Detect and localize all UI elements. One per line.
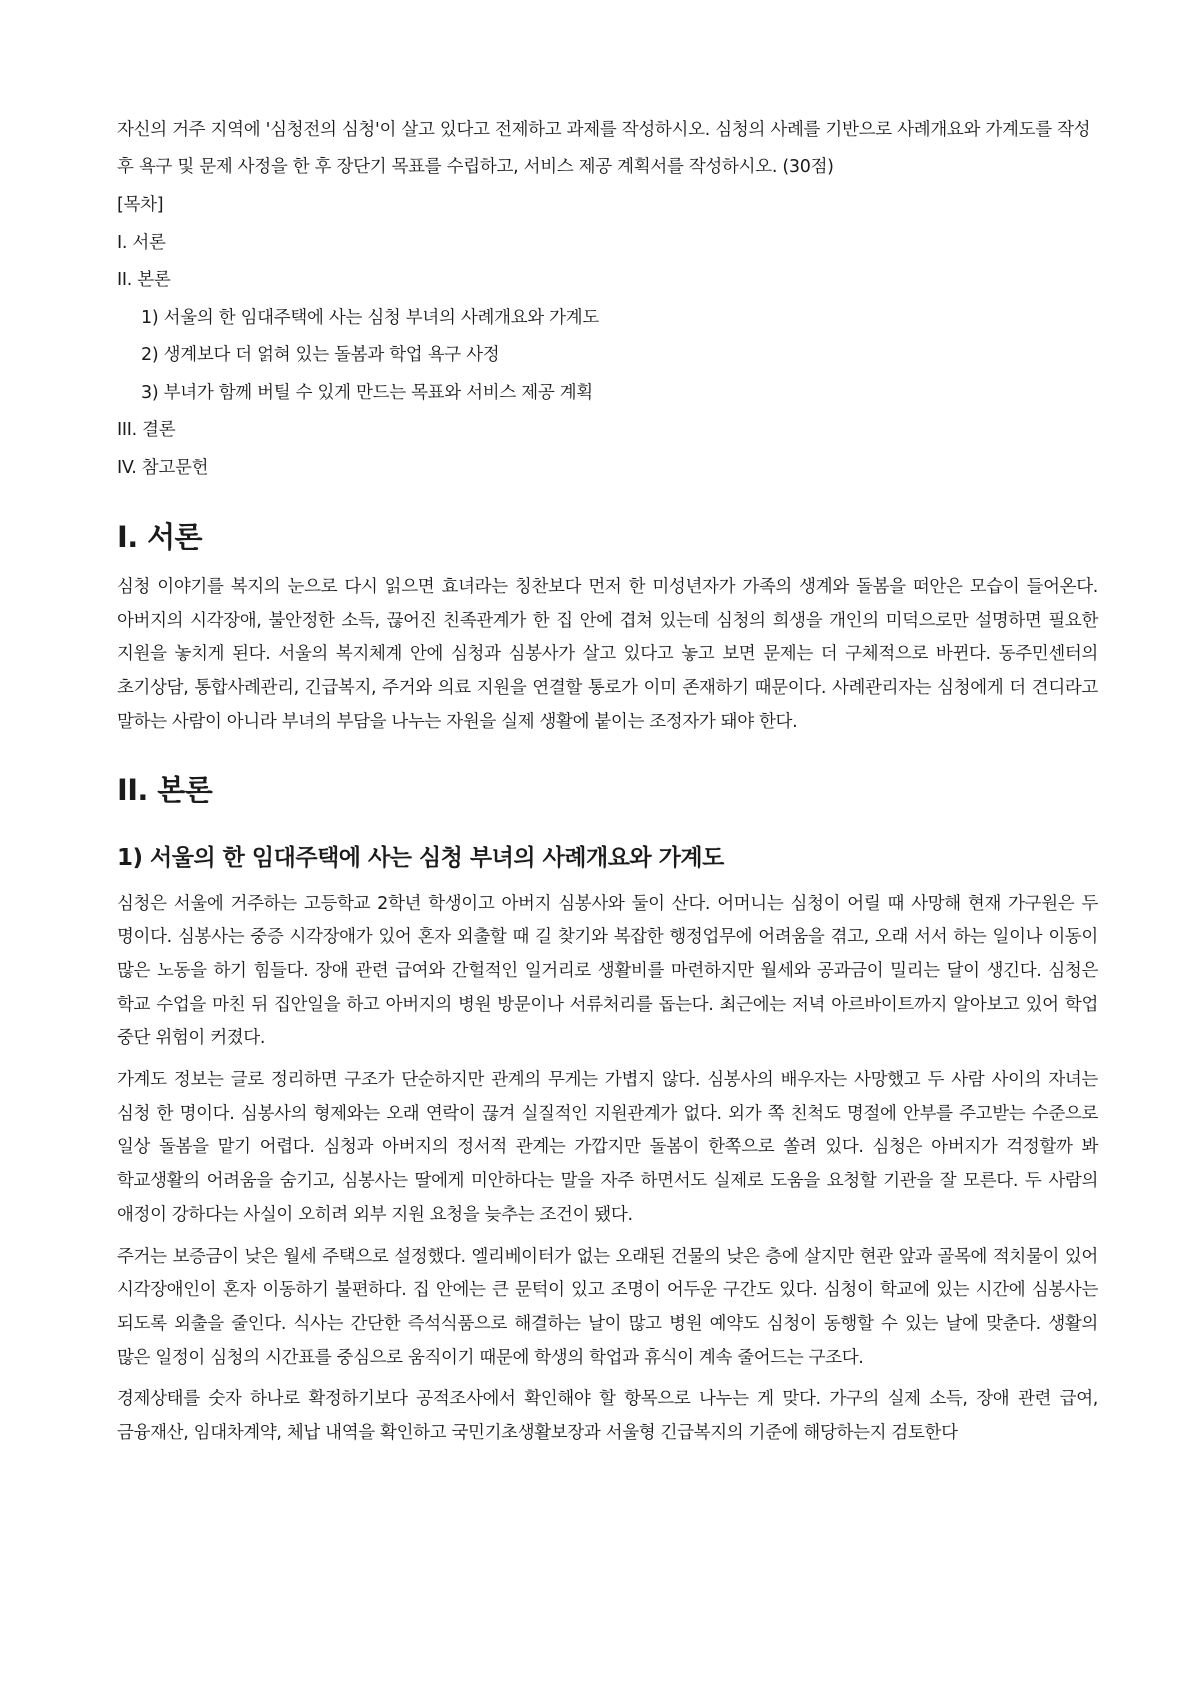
case-overview-paragraph-4: 경제상태를 숫자 하나로 확정하기보다 공적조사에서 확인해야 할 항목으로 나누는 게 맞다. 가구의 실제 소득, 장애 관련 급여, 금융재산, 임대차계약, 체납 내역을 확인하고 국민기초생활보장과 서울형 긴급복지의 기준에 해당하는지 검토한다 [117, 1389, 1098, 1444]
case-overview-paragraph-3: 주거는 보증금이 낮은 월세 주택으로 설정했다. 엘리베이터가 없는 오래된 건물의 낮은 층에 살지만 현관 앞과 골목에 적치물이 있어 시각장애인이 혼자 이동하기 불편하다. 집 안에는 큰 문턱이 있고 조명이 어두운 구간도 있다. 심청이 학교에 있는 시간에 심봉사는 되도록 외출을 줄인다. 식사는 간단한 즉석식품으로 해결하는 날이 많고 병원 예약도 심청이 동행할 수 있는 날에 맞춘다. 생활의 많은 일정이 심청의 시간표를 중심으로 움직이기 때문에 학생의 학업과 휴식이 계속 줄어드는 구조다. [117, 1246, 1098, 1368]
toc-item-conclusion: III. 결론 [117, 420, 176, 440]
table-of-contents [117, 187, 1098, 487]
toc-item-body-1: 1) 서울의 한 임대주택에 사는 심청 부녀의 사례개요와 가계도 [141, 307, 599, 328]
assignment-prompt: 자신의 거주 지역에 '심청전의 심청'이 살고 있다고 전제하고 과제를 작성하시오. 심청의 사례를 기반으로 사례개요와 가계도를 작성 후 욕구 및 문제 사정을 한 후 장단기 목표를 수립하고, 서비스 제공 계획서를 작성하시오. (30점) [117, 120, 1091, 177]
toc-item-body-3: 3) 부녀가 함께 버틸 수 있게 만드는 목표와 서비스 제공 계획 [141, 382, 593, 403]
toc-item-body: II. 본론 [117, 270, 171, 290]
toc-item-body-2: 2) 생계보다 더 얽혀 있는 돌봄과 학업 욕구 사정 [141, 345, 500, 365]
case-overview-paragraph-2: 가계도 정보는 글로 정리하면 구조가 단순하지만 관계의 무게는 가볍지 않다. 심봉사의 배우자는 사망했고 두 사람 사이의 자녀는 심청 한 명이다. 심봉사의 형제와는 오래 연락이 끊겨 실질적인 지원관계가 없다. 외가 쪽 친척도 명절에 안부를 주고받는 수준으로 일상 돌봄을 맡기 어렵다. 심청과 아버지의 정서적 관계는 가깝지만 돌봄이 한쪽으로 쏠려 있다. 심청은 아버지가 걱정할까 봐 학교생활의 어려움을 숨기고, 심봉사는 딸에게 미안하다는 말을 자주 하면서도 실제로 도움을 요청할 기관을 잘 모른다. 두 사람의 애정이 강하다는 사실이 오히려 외부 지원 요청을 늦추는 조건이 됐다. [117, 1070, 1098, 1225]
toc-item-references: IV. 참고문헌 [117, 457, 209, 478]
section-heading-body: II. 본론 [117, 772, 213, 807]
subsection-heading-case-overview: 1) 서울의 한 임대주택에 사는 심청 부녀의 사례개요와 가계도 [117, 844, 724, 871]
case-overview-paragraph-1: 심청은 서울에 거주하는 고등학교 2학년 학생이고 아버지 심봉사와 둘이 산다. 어머니는 심청이 어릴 때 사망해 현재 가구원은 두 명이다. 심봉사는 중증 시각장애가 있어 혼자 외출할 때 길 찾기와 복잡한 행정업무에 어려움을 겪고, 오래 서서 하는 일이나 이동이 많은 노동을 하기 힘들다. 장애 관련 급여와 간헐적인 일거리로 생활비를 마련하지만 월세와 공과금이 밀리는 달이 생긴다. 심청은 학교 수업을 마친 뒤 집안일을 하고 아버지의 병원 방문이나 서류처리를 돕는다. 최근에는 저녁 아르바이트까지 알아보고 있어 학업 중단 위험이 커졌다. [117, 893, 1098, 1049]
section-heading-introduction: I. 서론 [117, 520, 202, 554]
toc-item-introduction: I. 서론 [117, 232, 166, 253]
toc-title: [목차] [117, 195, 164, 215]
introduction-paragraph: 심청 이야기를 복지의 눈으로 다시 읽으면 효녀라는 칭찬보다 먼저 한 미성년자가 가족의 생계와 돌봄을 떠안은 모습이 들어온다. 아버지의 시각장애, 불안정한 소득, 끊어진 친족관계가 한 집 안에 겹쳐 있는데 심청의 희생을 개인의 미덕으로만 설명하면 필요한 지원을 놓치게 된다. 서울의 복지체계 안에 심청과 심봉사가 살고 있다고 놓고 보면 문제는 더 구체적으로 바뀐다. 동주민센터의 초기상담, 통합사례관리, 긴급복지, 주거와 의료 지원을 연결할 통로가 이미 존재하기 때문이다. 사례관리자는 심청에게 더 견디라고 말하는 사람이 아니라 부녀의 부담을 나누는 자원을 실제 생활에 붙이는 조정자가 돼야 한다. [117, 577, 1098, 732]
